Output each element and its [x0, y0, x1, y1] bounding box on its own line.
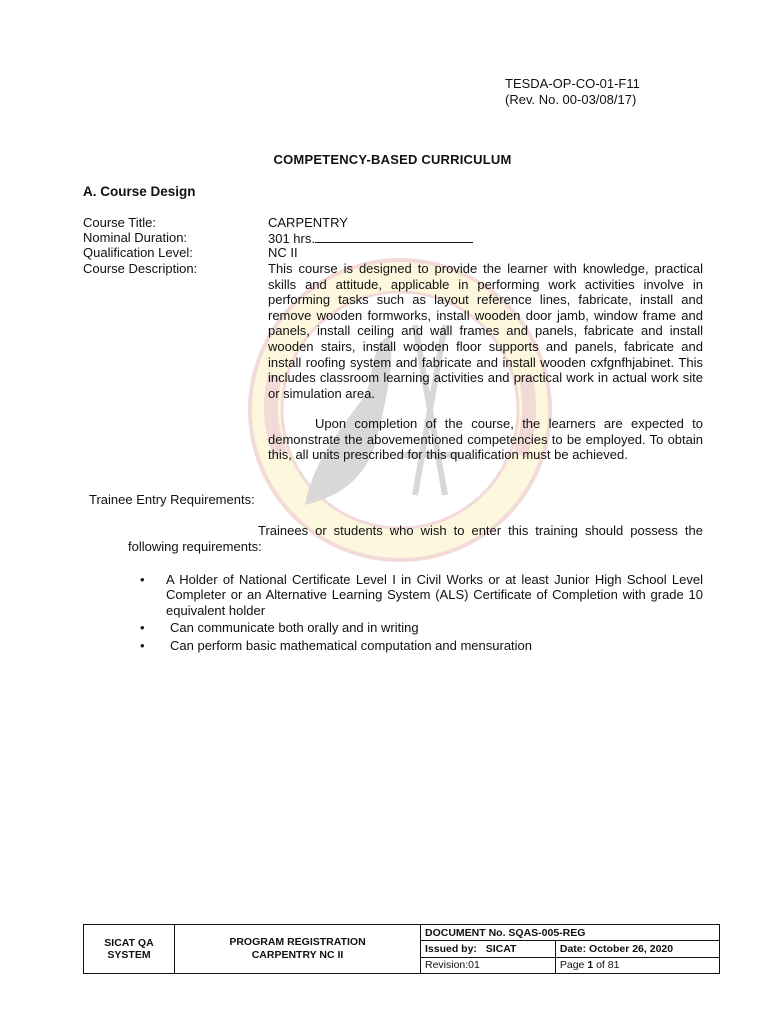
footer-document-no: DOCUMENT No. SQAS-005-REG	[421, 925, 720, 941]
footer-system-line1: SICAT QA	[104, 937, 154, 949]
list-item	[140, 572, 703, 618]
course-description: This course is designed to provide the learner with knowledge, practical skills and attitude, applicable in performing work activities involve in performing tasks such as layout reference lines, fabricate, install and remove wooden formworks, install wooden door jamb, window frame and panels, install ceiling and wall frames and panels, fabricate and install wooden stairs, install wooden floor supports and panels, fabricate and install roofing system and fabricate and install wooden cxfgnfhjabinet. This includes classroom learning activities and practical work in actual work site or simulation area.	[268, 261, 703, 401]
trainee-requirements-intro: Trainees or students who wish to enter this training should possess the following requirements:	[128, 523, 703, 554]
section-title: A. Course Design	[83, 184, 196, 199]
page-label: Page	[559, 959, 585, 972]
requirement-text: Can communicate both orally and in writing	[170, 620, 419, 636]
nominal-duration-value: 301 hrs.	[268, 231, 315, 246]
footer-revision: Revision:01	[421, 957, 556, 973]
page-number: 1	[587, 959, 594, 972]
document-reference	[505, 76, 640, 108]
date-value: October 26, 2020	[589, 942, 674, 955]
course-description-label: Course Description:	[83, 261, 198, 276]
footer-program-line2: CARPENTRY NC II	[251, 949, 344, 961]
document-revision: (Rev. No. 00-03/08/17)	[505, 92, 637, 107]
requirements-list	[140, 572, 703, 655]
footer-issued-by	[421, 941, 556, 957]
page-total: of 81	[596, 959, 620, 972]
date-label: Date:	[559, 942, 587, 955]
footer-program-line1: PROGRAM REGISTRATION	[229, 936, 366, 948]
document-code: TESDA-OP-CO-01-F11	[505, 76, 640, 91]
list-item	[140, 620, 703, 635]
qualification-level-value: NC II	[268, 245, 298, 260]
document-footer-table	[83, 924, 720, 974]
course-description-completion: Upon completion of the course, the learners are expected to demonstrate the abovementioned competencies to be employed. To obtain this, all units prescribed for this qualification must be achieved.	[268, 416, 703, 463]
requirement-text: Can perform basic mathematical computation and mensuration	[170, 637, 533, 653]
footer-system-line2: SYSTEM	[107, 949, 151, 961]
footer-system-cell	[84, 925, 175, 974]
trainee-requirements-title: Trainee Entry Requirements:	[89, 492, 255, 507]
page-title: COMPETENCY-BASED CURRICULUM	[273, 152, 512, 167]
footer-program-cell	[175, 925, 421, 974]
bullet-icon: •	[140, 637, 145, 653]
bullet-icon: •	[140, 620, 145, 636]
issued-by-value: SICAT	[485, 942, 517, 955]
nominal-duration-label: Nominal Duration:	[83, 230, 188, 245]
requirement-text: A Holder of National Certificate Level I in Civil Works or at least Junior High School Level Completer or an Alternative Learning System (ALS) Certificate of Completion with grade 10 equivalent holder	[166, 572, 703, 618]
course-title-value: CARPENTRY	[268, 215, 348, 230]
blank-line	[315, 230, 473, 243]
issued-by-label: Issued by:	[425, 942, 477, 955]
course-title-label: Course Title:	[83, 215, 156, 230]
list-item	[140, 638, 703, 653]
footer-date	[555, 941, 719, 957]
nominal-duration-row	[268, 230, 473, 246]
bullet-icon: •	[140, 572, 145, 587]
footer-page	[555, 957, 719, 973]
qualification-level-label: Qualification Level:	[83, 245, 193, 260]
